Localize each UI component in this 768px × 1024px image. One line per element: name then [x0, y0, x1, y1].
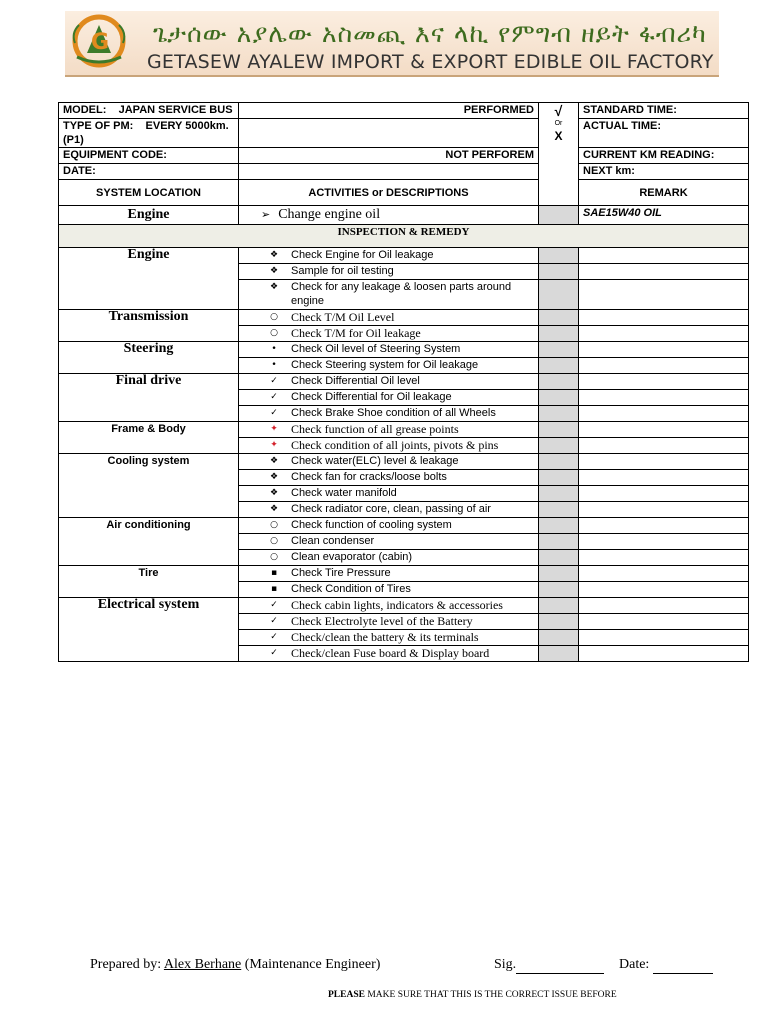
performed-mark-cell[interactable] [539, 550, 579, 566]
model-value: JAPAN SERVICE BUS [118, 104, 233, 116]
activity-cell [239, 374, 539, 390]
check-mark-icon: √ [554, 103, 563, 119]
bullet-icon: ✦ [270, 440, 278, 450]
footer-date-field[interactable] [619, 957, 713, 974]
activity-text: Clean condenser [291, 535, 375, 547]
performed-mark-cell[interactable] [539, 486, 579, 502]
company-logo-icon [69, 13, 129, 73]
activities-header: ACTIVITIES or DESCRIPTIONS [239, 180, 539, 206]
engine-oil-activity-text: Change engine oil [278, 207, 381, 222]
activity-text: Check Oil level of Steering System [291, 343, 461, 355]
performed-mark-cell[interactable] [539, 390, 579, 406]
inspection-rows [59, 248, 749, 662]
remark-cell[interactable] [579, 264, 749, 280]
activity-text: Check T/M for Oil leakage [291, 326, 421, 340]
activity-text: Check T/M Oil Level [291, 310, 395, 324]
system-location-cell: Air conditioning [59, 518, 239, 566]
activity-text: Check Engine for Oil leakage [291, 249, 434, 261]
issue-notice [328, 990, 617, 1000]
bullet-icon: ❖ [269, 488, 279, 498]
actual-time-field[interactable]: ACTUAL TIME: [579, 119, 749, 148]
system-location-cell: Cooling system [59, 454, 239, 518]
bullet-icon: ❖ [269, 472, 279, 482]
bullet-icon: ○ [270, 536, 278, 546]
performed-mark-cell[interactable] [539, 630, 579, 646]
activity-text: Check radiator core, clean, passing of air [291, 503, 491, 515]
notice-text: MAKE SURE THAT THIS IS THE CORRECT ISSUE BEFORE [367, 990, 617, 1000]
system-location-cell: Tire [59, 566, 239, 598]
performed-mark-cell[interactable] [539, 438, 579, 454]
model-cell[interactable] [59, 103, 239, 119]
remark-cell[interactable] [579, 310, 749, 326]
activity-cell [239, 566, 539, 582]
bullet-icon: ❖ [269, 456, 279, 466]
remark-cell[interactable] [579, 518, 749, 534]
activity-text: Sample for oil testing [291, 265, 394, 277]
performed-mark-cell[interactable] [539, 566, 579, 582]
performed-legend [539, 103, 579, 180]
bullet-icon: ✓ [270, 616, 278, 626]
activity-text: Check Steering system for Oil leakage [291, 359, 479, 371]
pm-checklist-table [58, 102, 749, 662]
remark-cell[interactable] [579, 598, 749, 614]
activity-cell [239, 438, 539, 454]
performed-mark-cell[interactable] [539, 264, 579, 280]
pm-type-cell[interactable] [59, 119, 239, 148]
bullet-icon: ○ [270, 520, 278, 530]
mark-header-blank [539, 180, 579, 206]
activity-cell [239, 550, 539, 566]
activity-cell [239, 582, 539, 598]
activity-text: Check function of cooling system [291, 519, 452, 531]
activity-cell [239, 486, 539, 502]
footer-date-line[interactable] [653, 957, 713, 974]
equipment-code-field[interactable]: EQUIPMENT CODE: [59, 148, 239, 164]
performed-mark-cell[interactable] [539, 646, 579, 662]
remark-cell[interactable] [579, 454, 749, 470]
remark-cell[interactable] [579, 438, 749, 454]
activity-cell [239, 422, 539, 438]
performed-mark-cell[interactable] [539, 342, 579, 358]
performed-mark-cell[interactable] [539, 534, 579, 550]
bullet-icon: ▪ [270, 584, 278, 594]
bullet-icon: ✓ [270, 392, 278, 402]
system-location-cell: Final drive [59, 374, 239, 422]
performed-blank[interactable] [239, 119, 539, 148]
performed-mark-cell[interactable] [539, 280, 579, 310]
performed-mark-cell[interactable] [539, 374, 579, 390]
standard-time-field[interactable]: STANDARD TIME: [579, 103, 749, 119]
activity-text: Check condition of all joints, pivots & pins [291, 438, 499, 452]
performed-mark-cell[interactable] [539, 502, 579, 518]
activity-cell [239, 454, 539, 470]
bullet-icon: ✓ [270, 632, 278, 642]
sig-label: Sig. [494, 957, 517, 972]
bullet-icon: ❖ [269, 504, 279, 514]
remark-header: REMARK [579, 180, 749, 206]
engine-oil-remark[interactable]: SAE15W40 OIL [579, 206, 749, 225]
remark-cell[interactable] [579, 406, 749, 422]
activity-text: Check/clean the battery & its terminals [291, 630, 479, 644]
activity-cell [239, 310, 539, 326]
activity-text: Check Differential Oil level [291, 375, 420, 387]
remark-cell[interactable] [579, 374, 749, 390]
remark-cell[interactable] [579, 566, 749, 582]
pm-type-label: TYPE OF PM: [63, 120, 134, 132]
preparer-role: (Maintenance Engineer) [244, 957, 381, 972]
bullet-icon: ✓ [270, 648, 278, 658]
activity-text: Check Differential for Oil leakage [291, 391, 452, 403]
performed-mark-cell[interactable] [539, 598, 579, 614]
activity-text: Check Condition of Tires [291, 583, 411, 595]
svg-text:G: G [91, 30, 110, 55]
remark-cell[interactable] [579, 280, 749, 310]
performed-mark-cell[interactable] [539, 310, 579, 326]
activity-cell [239, 518, 539, 534]
prepared-by [90, 957, 380, 973]
bullet-icon: ❖ [269, 282, 279, 292]
bullet-icon: • [271, 360, 277, 370]
remark-cell[interactable] [579, 582, 749, 598]
bullet-icon: ✓ [270, 408, 278, 418]
company-name-amharic: ጌታሰው አያሌው አስመጪ እና ላኪ የምግብ ዘይት ፋብሪካ [153, 19, 707, 48]
performed-mark-cell[interactable] [539, 582, 579, 598]
activity-text: Check water(ELC) level & leakage [291, 455, 459, 467]
inspection-remedy-title: INSPECTION & REMEDY [59, 225, 749, 248]
system-location-cell: Engine [59, 248, 239, 310]
system-location-cell: Steering [59, 342, 239, 374]
date-field[interactable]: DATE: [59, 164, 239, 180]
engine-oil-mark-cell[interactable] [539, 206, 579, 225]
activity-text: Check Tire Pressure [291, 567, 391, 579]
performed-label: PERFORMED [239, 103, 539, 119]
notice-emphasis: PLEASE [328, 990, 365, 1000]
performed-mark-cell[interactable] [539, 454, 579, 470]
remark-cell[interactable] [579, 470, 749, 486]
activity-cell [239, 342, 539, 358]
model-label: MODEL: [63, 104, 107, 116]
remark-cell[interactable] [579, 646, 749, 662]
bullet-icon: ○ [270, 328, 278, 338]
bullet-icon: ○ [270, 312, 278, 322]
system-location-header: SYSTEM LOCATION [59, 180, 239, 206]
preparer-name: Alex Berhane [163, 957, 242, 972]
signature-field[interactable] [494, 957, 604, 974]
activity-cell [239, 614, 539, 630]
activity-cell [239, 248, 539, 264]
activity-cell [239, 646, 539, 662]
activity-cell [239, 358, 539, 374]
remark-cell[interactable] [579, 326, 749, 342]
activity-cell [239, 502, 539, 518]
bullet-icon: ▪ [270, 568, 278, 578]
system-location-cell: Transmission [59, 310, 239, 342]
signature-line[interactable] [516, 957, 604, 974]
remark-cell[interactable] [579, 390, 749, 406]
performed-mark-cell[interactable] [539, 422, 579, 438]
prepared-label: Prepared by: [90, 957, 162, 972]
remark-cell[interactable] [579, 248, 749, 264]
performed-mark-cell[interactable] [539, 358, 579, 374]
not-performed-blank[interactable] [239, 164, 539, 180]
next-km-field[interactable]: NEXT km: [579, 164, 749, 180]
activity-text: Check fan for cracks/loose bolts [291, 471, 447, 483]
company-name-english: GETASEW AYALEW IMPORT & EXPORT EDIBLE OIL FACTORY [147, 51, 714, 73]
activity-cell [239, 534, 539, 550]
company-banner [65, 11, 719, 77]
activity-cell [239, 264, 539, 280]
bullet-icon: ✦ [270, 424, 278, 434]
bullet-icon: ❖ [269, 266, 279, 276]
activity-cell [239, 326, 539, 342]
footer-date-label: Date: [619, 957, 650, 972]
system-location-cell: Frame & Body [59, 422, 239, 454]
bullet-icon: ○ [270, 552, 278, 562]
bullet-icon: • [271, 344, 277, 354]
bullet-icon: ✓ [270, 376, 278, 386]
not-performed-label: NOT PERFOREM [239, 148, 539, 164]
performed-mark-cell[interactable] [539, 406, 579, 422]
activity-text: Check for any leakage & loosen parts around engine [291, 281, 512, 307]
remark-cell[interactable] [579, 614, 749, 630]
x-mark-icon: X [554, 129, 563, 143]
performed-mark-cell[interactable] [539, 326, 579, 342]
arrow-bullet-icon: ➢ [261, 208, 271, 221]
activity-text: Clean evaporator (cabin) [291, 551, 413, 563]
system-location-cell: Electrical system [59, 598, 239, 662]
or-text: Or [554, 120, 563, 127]
engine-oil-activity [239, 206, 539, 225]
activity-text: Check/clean Fuse board & Display board [291, 646, 490, 660]
bullet-icon: ❖ [269, 250, 279, 260]
activity-text: Check Brake Shoe condition of all Wheels [291, 407, 496, 419]
remark-cell[interactable] [579, 502, 749, 518]
activity-cell [239, 406, 539, 422]
activity-text: Check water manifold [291, 487, 397, 499]
activity-cell [239, 280, 539, 310]
performed-mark-cell[interactable] [539, 518, 579, 534]
activity-cell [239, 598, 539, 614]
performed-mark-cell[interactable] [539, 614, 579, 630]
performed-mark-cell[interactable] [539, 470, 579, 486]
remark-cell[interactable] [579, 342, 749, 358]
activity-cell [239, 470, 539, 486]
bullet-icon: ✓ [270, 600, 278, 610]
activity-cell [239, 630, 539, 646]
activity-text: Check cabin lights, indicators & accessories [291, 598, 503, 612]
engine-oil-system: Engine [59, 206, 239, 225]
activity-text: Check Electrolyte level of the Battery [291, 614, 473, 628]
activity-text: Check function of all grease points [291, 422, 459, 436]
remark-cell[interactable] [579, 486, 749, 502]
activity-cell [239, 390, 539, 406]
remark-cell[interactable] [579, 358, 749, 374]
remark-cell[interactable] [579, 422, 749, 438]
current-km-field[interactable]: CURRENT KM READING: [579, 148, 749, 164]
pm-type-value: EVERY 5000km. (P1) [63, 120, 229, 146]
remark-cell[interactable] [579, 630, 749, 646]
remark-cell[interactable] [579, 534, 749, 550]
performed-mark-cell[interactable] [539, 248, 579, 264]
remark-cell[interactable] [579, 550, 749, 566]
